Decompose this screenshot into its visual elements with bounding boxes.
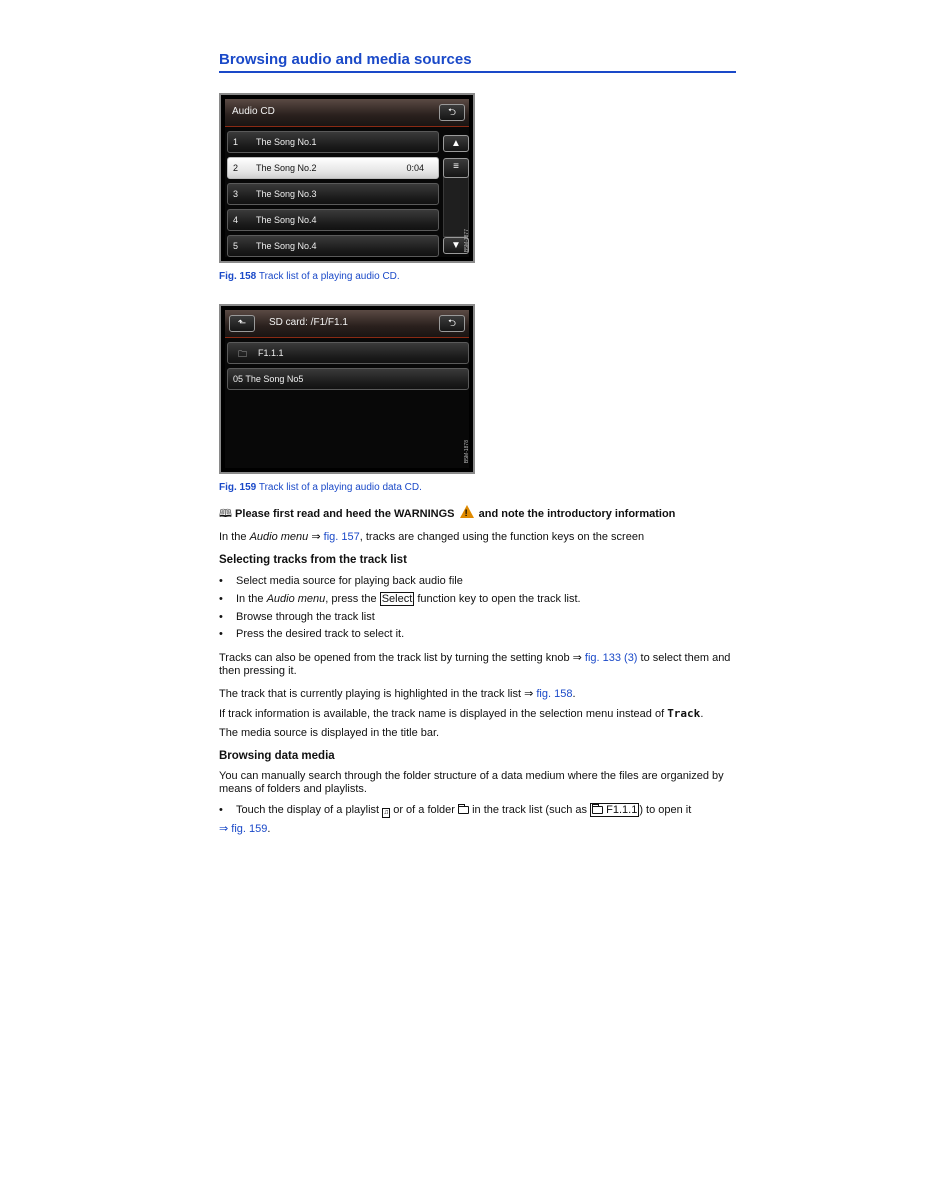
function-key-label: Select bbox=[381, 593, 413, 605]
warning-notice bbox=[219, 505, 736, 521]
folder-row[interactable] bbox=[227, 342, 469, 364]
paragraph bbox=[219, 707, 736, 721]
track-number: 2 bbox=[233, 163, 239, 173]
figure-label: Fig. 159 bbox=[219, 482, 257, 493]
menu-name: Audio menu bbox=[249, 531, 309, 543]
audio-cd-screen bbox=[219, 93, 475, 263]
sd-card-screen bbox=[219, 304, 475, 474]
figure-link[interactable]: fig. 157 bbox=[323, 531, 360, 543]
track-name: The Song No.4 bbox=[256, 241, 317, 251]
track-number: 5 bbox=[233, 241, 239, 251]
track-name: The Song No.2 bbox=[256, 163, 317, 173]
figure-id: B5M-1878 bbox=[464, 440, 470, 464]
text: In the bbox=[236, 593, 267, 605]
playlist-icon: ♫ bbox=[383, 809, 389, 816]
figure-label: Fig. 158 bbox=[219, 271, 257, 282]
track-row[interactable] bbox=[227, 183, 439, 205]
track-number: 1 bbox=[233, 137, 239, 147]
text: ) to open it bbox=[639, 804, 692, 816]
text: The track that is currently playing is highlighted in the track list ⇒ bbox=[219, 688, 537, 700]
scroll-up-button[interactable] bbox=[443, 135, 469, 152]
back-button[interactable] bbox=[439, 315, 465, 332]
track-row[interactable] bbox=[227, 235, 439, 257]
warning-triangle-icon: ! bbox=[460, 505, 474, 518]
warning-notice-post: and note the introductory information bbox=[478, 508, 676, 520]
arrow: ⇒ bbox=[308, 531, 324, 543]
book-icon: 🕮 bbox=[219, 508, 232, 520]
track-number: 4 bbox=[233, 215, 239, 225]
function-key-label: F1.1.1 bbox=[606, 804, 638, 816]
screen-title: Audio CD bbox=[232, 106, 275, 117]
figure-id: B5M-1877 bbox=[464, 229, 470, 253]
triangle-down-icon: ▼ bbox=[451, 240, 461, 251]
triangle-up-icon: ▲ bbox=[451, 138, 461, 149]
paragraph bbox=[219, 652, 736, 678]
figure-caption-text: Track list of a playing audio data CD. bbox=[258, 482, 422, 493]
section-title: Browsing audio and media sources bbox=[219, 51, 736, 73]
figure-link[interactable]: fig. 158 bbox=[536, 688, 573, 700]
folder-name: F1.1.1 bbox=[258, 348, 284, 358]
track-elapsed-time: 0:04 bbox=[406, 163, 424, 173]
text: . bbox=[572, 688, 576, 700]
figure-link[interactable]: fig. 133 (3) bbox=[584, 652, 638, 664]
figure-caption bbox=[219, 271, 400, 282]
scrollbar-handle[interactable] bbox=[443, 158, 469, 178]
track-name: The Song No.4 bbox=[256, 215, 317, 225]
back-button[interactable] bbox=[439, 104, 465, 121]
text: or of a folder bbox=[390, 804, 459, 816]
track-row[interactable] bbox=[227, 131, 439, 153]
track-number: 3 bbox=[233, 189, 239, 199]
screen-title: SD card: /F1/F1.1 bbox=[269, 317, 348, 328]
track-name: The Song No.3 bbox=[256, 189, 317, 199]
warning-notice-pre: Please first read and heed the WARNINGS bbox=[235, 508, 455, 520]
screen-title-bar bbox=[225, 310, 469, 338]
screen-title-bar bbox=[225, 99, 469, 127]
text: , press the bbox=[325, 593, 380, 605]
list-item-text: Press the desired track to select it. bbox=[236, 628, 405, 640]
paragraph: The media source is displayed in the title bar. bbox=[219, 727, 440, 739]
return-arrow-icon: ⮌ bbox=[447, 318, 456, 329]
file-name: 05 The Song No5 bbox=[233, 374, 304, 384]
return-arrow-icon: ⮌ bbox=[447, 107, 456, 118]
grip-lines-icon: ≡ bbox=[453, 161, 459, 172]
paragraph bbox=[219, 823, 736, 836]
file-row[interactable] bbox=[227, 368, 469, 390]
figure-caption bbox=[219, 482, 422, 493]
list-item-text: Browse through the track list bbox=[236, 611, 375, 623]
text: function key to open the track list. bbox=[414, 593, 581, 605]
folder-icon: 🗀 bbox=[238, 349, 248, 359]
track-name: The Song No.1 bbox=[256, 137, 317, 147]
text: to select them and then pressing it. bbox=[219, 652, 731, 677]
figure-caption-text: Track list of a playing audio CD. bbox=[258, 271, 400, 282]
text: in the track list (such as bbox=[469, 804, 591, 816]
folder-icon bbox=[458, 806, 469, 814]
paragraph: You can manually search through the folder structure of a data medium where the files are organized by means of folders and playlists. bbox=[219, 770, 724, 795]
function-key bbox=[590, 803, 639, 817]
paragraph bbox=[219, 688, 736, 701]
folder-up-button[interactable] bbox=[229, 315, 255, 332]
text: . bbox=[267, 823, 271, 835]
text: If track information is available, the track name is displayed in the selection menu instead of bbox=[219, 708, 668, 720]
track-row[interactable] bbox=[227, 209, 439, 231]
text: Tracks can also be opened from the track list by turning the setting knob ⇒ bbox=[219, 652, 585, 664]
list-item-text: Select media source for playing back audio file bbox=[236, 575, 463, 587]
menu-name: Audio menu bbox=[266, 593, 326, 605]
figure-link[interactable]: fig. 159 bbox=[231, 823, 268, 835]
arrow: ⇒ bbox=[219, 823, 232, 835]
folder-icon bbox=[592, 806, 603, 814]
intro-paragraph bbox=[219, 531, 736, 544]
heading-selecting-tracks: Selecting tracks from the track list bbox=[219, 554, 407, 566]
text: Touch the display of a playlist bbox=[236, 804, 383, 816]
text: , tracks are changed using the function keys on the screen bbox=[359, 531, 645, 543]
folder-up-icon: ⬑ bbox=[237, 318, 247, 329]
text: . bbox=[700, 708, 704, 720]
text: In the bbox=[219, 531, 250, 543]
heading-browsing-data-media: Browsing data media bbox=[219, 750, 335, 762]
display-term: Track bbox=[667, 707, 701, 720]
track-row-playing[interactable] bbox=[227, 157, 439, 179]
